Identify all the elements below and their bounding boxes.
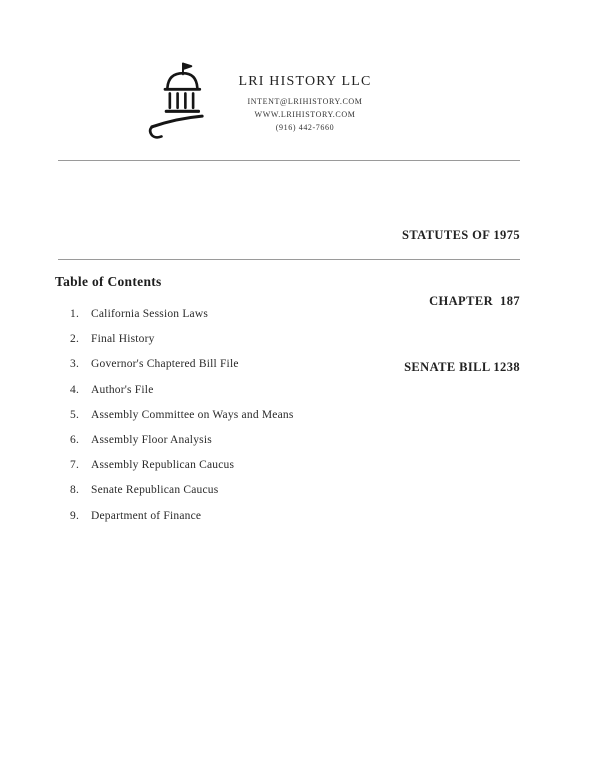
letterhead-text bbox=[230, 74, 380, 134]
toc-item bbox=[70, 409, 294, 421]
contact-website: WWW.LRIHISTORY.COM bbox=[254, 110, 356, 119]
toc-item-label: Final History bbox=[91, 333, 155, 346]
toc-item-label: Senate Republican Caucus bbox=[91, 484, 219, 497]
company-name: LRI HISTORY LLC bbox=[238, 74, 372, 89]
divider-top bbox=[58, 160, 520, 161]
toc-item bbox=[70, 384, 294, 396]
letterhead bbox=[138, 60, 380, 146]
toc-item bbox=[70, 510, 294, 522]
toc-item bbox=[70, 484, 294, 496]
statutes-line: STATUTES OF 1975 bbox=[402, 228, 520, 242]
toc-item bbox=[70, 358, 294, 370]
chapter-line: CHAPTER 187 bbox=[429, 294, 520, 308]
capitol-building-icon bbox=[138, 60, 216, 146]
contact-email: INTENT@LRIHISTORY.COM bbox=[247, 97, 363, 106]
toc-item bbox=[70, 308, 294, 320]
toc-title: Table of Contents bbox=[55, 274, 162, 289]
toc-item-label: California Session Laws bbox=[91, 308, 209, 320]
reference-block bbox=[402, 180, 520, 422]
toc-item-label: Author's File bbox=[91, 383, 154, 396]
toc-item-label: Assembly Floor Analysis bbox=[91, 433, 212, 446]
toc-item-label: Department of Finance bbox=[91, 509, 202, 522]
contact-phone: (916) 442-7660 bbox=[275, 123, 335, 132]
senate-bill-line: SENATE BILL 1238 bbox=[404, 360, 520, 374]
toc-item-label: Assembly Republican Caucus bbox=[91, 459, 235, 472]
toc-item-label: Governor's Chaptered Bill File bbox=[91, 358, 239, 371]
toc-item bbox=[70, 459, 294, 471]
toc-item-label: Assembly Committee on Ways and Means bbox=[91, 408, 294, 421]
toc-list bbox=[70, 308, 294, 535]
toc-item bbox=[70, 333, 294, 345]
toc-item bbox=[70, 434, 294, 446]
